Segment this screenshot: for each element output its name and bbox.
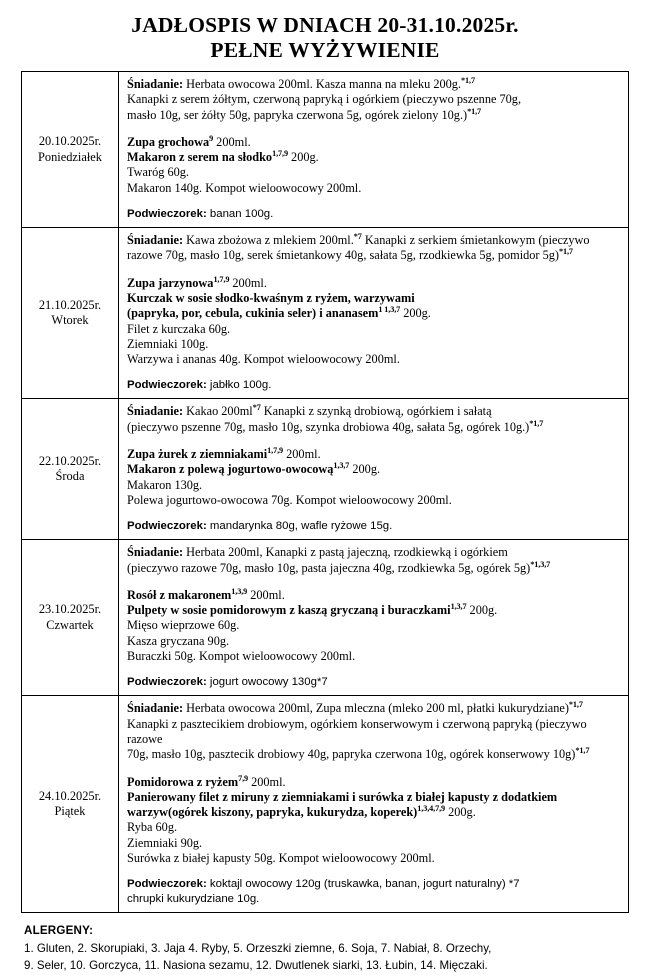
day-date: 23.10.2025r. xyxy=(38,602,102,617)
dinner-line xyxy=(127,588,622,603)
menu-day-row xyxy=(22,72,629,228)
dinner-line xyxy=(127,447,622,462)
dish-portion: Makaron 130g. xyxy=(127,477,203,492)
breakfast-line xyxy=(127,92,622,107)
allergen-superscript: 1,7,9 xyxy=(213,274,230,284)
meal-spacer xyxy=(127,123,622,135)
meal-block xyxy=(127,77,622,222)
breakfast-line xyxy=(127,747,622,762)
dish-name: Makaron z polewą jogurtowo-owocową xyxy=(127,462,334,477)
dinner-line xyxy=(127,291,622,306)
allergen-superscript: *1,7 xyxy=(461,75,475,85)
meal-block xyxy=(127,404,622,534)
day-date: 20.10.2025r. xyxy=(38,134,102,149)
dish-portion: Kasza gryczana 90g. xyxy=(127,633,230,648)
day-weekday: Piątek xyxy=(54,804,86,819)
meal-text: Kanapki z serem żółtym, czerwoną papryką i ogórkiem (pieczywo pszenne 70g, xyxy=(127,92,522,107)
breakfast-label: Śniadanie: xyxy=(127,404,184,419)
dish-portion: Surówka z białej kapusty 50g. Kompot wieloowocowy 200ml. xyxy=(127,850,435,865)
allergen-superscript: *1,7 xyxy=(568,700,583,710)
dish-name: Pomidorowa z ryżem xyxy=(127,774,239,789)
dish-portion: Ryba 60g. xyxy=(127,820,178,835)
breakfast-label: Śniadanie: xyxy=(127,701,184,716)
snack-text: koktajl owocowy 120g (truskawka, banan, jogurt naturalny) *7 xyxy=(206,878,520,891)
dish-portion: Mięso wieprzowe 60g. xyxy=(127,618,240,633)
dinner-line xyxy=(127,634,622,649)
meal-text: (pieczywo pszenne 70g, masło 10g, szynka drobiowa 40g, sałata 5g, ogórek 10g.) xyxy=(127,419,530,434)
breakfast-line xyxy=(127,248,622,263)
day-weekday: Czwartek xyxy=(46,617,94,632)
dinner-line xyxy=(127,478,622,493)
dish-portion: 200g. xyxy=(466,603,498,618)
dish-portion: 200g. xyxy=(287,150,319,165)
meal-spacer xyxy=(127,367,622,378)
dinner-line xyxy=(127,805,622,820)
dish-portion: 200ml. xyxy=(213,134,251,149)
day-date: 21.10.2025r. xyxy=(38,297,102,312)
snack-label: Podwieczorek: xyxy=(127,379,207,392)
dish-portion: 200ml. xyxy=(283,447,321,462)
dinner-line xyxy=(127,276,622,291)
dish-portion: Ziemniaki 90g. xyxy=(127,835,203,850)
day-weekday: Poniedziałek xyxy=(38,149,102,164)
allergen-superscript: *1,7 xyxy=(575,746,590,756)
allergen-superscript: *1,7 xyxy=(529,418,544,428)
day-date: 22.10.2025r. xyxy=(38,453,102,468)
document-title xyxy=(0,0,650,71)
snack-line xyxy=(127,675,622,690)
allergen-superscript: 1,7,9 xyxy=(267,445,284,455)
dish-name: Kurczak w sosie słodko-kwaśnym z ryżem, warzywami xyxy=(127,290,415,305)
allergens-section xyxy=(24,922,650,975)
meal-text: Kawa zbożowa z mlekiem 200ml. xyxy=(183,233,354,248)
dinner-line xyxy=(127,820,622,835)
meal-text: Kanapki z szynką drobiową, ogórkiem i sałatą xyxy=(260,404,492,419)
dish-name: (papryka, por, cebula, cukinia seler) i ananasem xyxy=(127,306,379,321)
dish-portion: 200g. xyxy=(445,805,476,820)
dish-portion: Makaron 140g. Kompot wieloowocowy 200ml. xyxy=(127,180,362,195)
breakfast-line xyxy=(127,717,622,748)
allergens-row-1: 1. Gluten, 2. Skorupiaki, 3. Jaja 4. Ryby, 5. Orzeszki ziemne, 6. Soja, 7. Nabiał, 8. Orzechy, xyxy=(24,941,492,955)
dish-portion: 200ml. xyxy=(229,275,267,290)
dish-portion: Polewa jogurtowo-owocowa 70g. Kompot wieloowocowy 200ml. xyxy=(127,492,452,507)
meal-text: Kakao 200ml xyxy=(183,404,253,419)
meal-block xyxy=(127,233,622,393)
snack-label: Podwieczorek: xyxy=(127,878,207,891)
dinner-line xyxy=(127,775,622,790)
meal-spacer xyxy=(127,508,622,519)
dish-name: Zupa żurek z ziemniakami xyxy=(127,447,268,462)
menu-day-row xyxy=(22,696,629,913)
dinner-line xyxy=(127,836,622,851)
menu-day-row xyxy=(22,399,629,540)
meal-text: masło 10g, ser żółty 50g, papryka czerwona 5g, ogórek zielony 10g.) xyxy=(127,107,468,122)
allergen-superscript: 1,3,7 xyxy=(450,602,467,612)
day-date: 24.10.2025r. xyxy=(38,788,102,803)
meal-text: (pieczywo razowe 70g, masło 10g, pasta jajeczna 40g, rzodkiewka 5g, ogórek 5g) xyxy=(127,560,531,575)
dish-name: Zupa grochowa xyxy=(127,134,210,149)
snack-text: mandarynka 80g, wafle ryżowe 15g. xyxy=(206,520,393,533)
title-line-2: PEŁNE WYŻYWIENIE xyxy=(210,38,440,62)
breakfast-first-line xyxy=(127,701,622,716)
dish-portion: Warzywa i ananas 40g. Kompot wieloowocowy 200ml. xyxy=(127,352,400,367)
dinner-line xyxy=(127,493,622,508)
snack-label: Podwieczorek: xyxy=(127,520,207,533)
menu-day-row xyxy=(22,540,629,696)
snack-text: jabłko 100g. xyxy=(206,379,272,392)
day-meals-cell xyxy=(119,72,629,228)
breakfast-first-line xyxy=(127,77,622,92)
day-meals-cell xyxy=(119,696,629,913)
snack-label: Podwieczorek: xyxy=(127,676,207,689)
dish-name: Rosół z makaronem xyxy=(127,587,232,602)
meal-text: Kanapki z serkiem śmietankowym (pieczywo xyxy=(361,233,590,248)
dish-name: Zupa jarzynowa xyxy=(127,275,214,290)
dish-name: Makaron z serem na słodko xyxy=(127,150,273,165)
meal-spacer xyxy=(127,866,622,877)
meal-text: Kanapki z pasztecikiem drobiowym, ogórkiem konserwowym i czerwoną papryką (pieczywo razowe xyxy=(127,716,587,746)
menu-day-row xyxy=(22,228,629,399)
dish-name: Pulpety w sosie pomidorowym z kaszą gryczaną i buraczkami xyxy=(127,603,451,618)
snack-line xyxy=(127,378,622,393)
dinner-line xyxy=(127,790,622,805)
snack-text: chrupki kukurydziane 10g. xyxy=(127,893,260,906)
dinner-line xyxy=(127,462,622,477)
allergen-superscript: 1,3,7 xyxy=(333,461,350,471)
meal-block xyxy=(127,701,622,907)
breakfast-line xyxy=(127,561,622,576)
meal-spacer xyxy=(127,576,622,588)
day-meals-cell xyxy=(119,228,629,399)
meal-spacer xyxy=(127,763,622,775)
snack-text: jogurt owocowy 130g*7 xyxy=(206,676,328,689)
allergen-superscript: 1,7,9 xyxy=(272,149,288,159)
day-weekday: Wtorek xyxy=(51,313,89,328)
day-date-cell xyxy=(22,399,119,540)
meal-text: Herbata owocowa 200ml. Kasza manna na mleku 200g. xyxy=(183,77,462,91)
meal-text: Herbata owocowa 200ml, Zupa mleczna (mleko 200 ml, płatki kukurydziane) xyxy=(183,701,569,716)
dinner-line xyxy=(127,618,622,633)
dish-portion: 200g. xyxy=(400,306,431,321)
meal-text: razowe 70g, masło 10g, serek śmietankowy 40g, sałata 5g, rzodkiewka 5g, pomidor 5g) xyxy=(127,248,559,263)
title-line-1: JADŁOSPIS W DNIACH 20-31.10.2025r. xyxy=(131,13,519,37)
dish-portion: Buraczki 50g. Kompot wieloowocowy 200ml. xyxy=(127,649,356,664)
dinner-line xyxy=(127,649,622,664)
meal-spacer xyxy=(127,435,622,447)
meal-text: 70g, masło 10g, pasztecik drobiowy 40g, papryka czerwona 10g, ogórek konserwowy 10g) xyxy=(127,747,576,762)
meal-spacer xyxy=(127,264,622,276)
allergen-superscript: *1,3,7 xyxy=(530,559,551,569)
dish-portion: Twaróg 60g. xyxy=(127,165,189,180)
dish-portion: 200ml. xyxy=(247,587,285,602)
breakfast-first-line xyxy=(127,545,622,560)
allergens-row-2: 9. Seler, 10. Gorczyca, 11. Nasiona sezamu, 12. Dwutlenek siarki, 13. Łubin, 14. Mięczaki. xyxy=(24,959,488,973)
day-date-cell xyxy=(22,72,119,228)
meal-spacer xyxy=(127,664,622,675)
breakfast-line xyxy=(127,108,622,123)
allergens-heading: ALERGENY: xyxy=(24,924,94,938)
allergen-superscript: 9 xyxy=(209,133,214,143)
dinner-line xyxy=(127,135,622,150)
allergen-superscript: 1,3,9 xyxy=(231,586,248,596)
allergen-superscript: 7,9 xyxy=(238,773,249,783)
dish-portion: 200ml. xyxy=(248,774,286,789)
dinner-line xyxy=(127,337,622,352)
breakfast-label: Śniadanie: xyxy=(127,233,184,248)
allergen-superscript: *1,7 xyxy=(467,106,482,116)
breakfast-first-line xyxy=(127,404,622,419)
snack-text: banan 100g. xyxy=(206,208,274,221)
dish-portion: Filet z kurczaka 60g. xyxy=(127,321,231,336)
dinner-line xyxy=(127,306,622,321)
dish-portion: 200g. xyxy=(349,462,381,477)
day-weekday: Środa xyxy=(55,469,85,484)
dish-name: Panierowany filet z miruny z ziemniakami i surówka z białej kapusty z dodatkiem xyxy=(127,789,558,804)
day-date-cell xyxy=(22,540,119,696)
dinner-line xyxy=(127,322,622,337)
day-date-cell xyxy=(22,228,119,399)
allergen-superscript: 1,3,4,7,9 xyxy=(417,804,446,813)
snack-line xyxy=(127,892,622,907)
day-meals-cell xyxy=(119,540,629,696)
dish-name: warzyw(ogórek kiszony, papryka, kukurydza, koperek) xyxy=(127,805,418,820)
allergen-superscript: *7 xyxy=(252,403,261,413)
allergen-superscript: *1,7 xyxy=(559,247,573,257)
meal-block xyxy=(127,545,622,690)
breakfast-label: Śniadanie: xyxy=(127,77,184,91)
meal-spacer xyxy=(127,196,622,207)
meal-text: Herbata 200ml, Kanapki z pastą jajeczną, rzodkiewką i ogórkiem xyxy=(183,545,508,560)
dinner-line xyxy=(127,165,622,180)
dinner-line xyxy=(127,181,622,196)
weekly-menu-table xyxy=(21,71,629,913)
breakfast-line xyxy=(127,420,622,435)
dish-portion: Ziemniaki 100g. xyxy=(127,336,209,351)
allergen-superscript: *7 xyxy=(353,231,362,241)
dinner-line xyxy=(127,352,622,367)
dinner-line xyxy=(127,150,622,165)
menu-table-body xyxy=(22,72,629,913)
snack-line xyxy=(127,519,622,534)
day-meals-cell xyxy=(119,399,629,540)
day-date-cell xyxy=(22,696,119,913)
breakfast-label: Śniadanie: xyxy=(127,545,184,560)
snack-line xyxy=(127,877,622,892)
allergen-superscript: 1 1,3,7 xyxy=(378,305,401,315)
dinner-line xyxy=(127,603,622,618)
snack-label: Podwieczorek: xyxy=(127,208,207,221)
dinner-line xyxy=(127,851,622,866)
breakfast-first-line xyxy=(127,233,622,248)
snack-line xyxy=(127,207,622,222)
